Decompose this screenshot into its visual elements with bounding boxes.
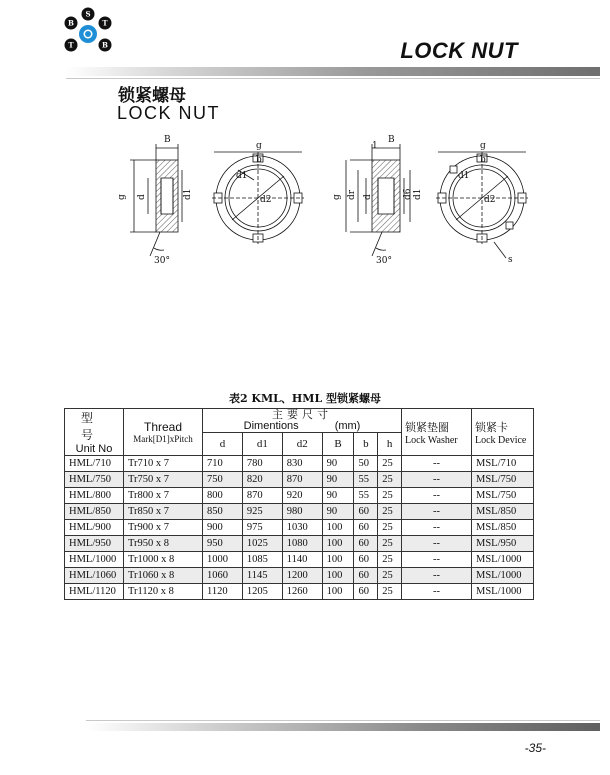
table-cell: 100 <box>322 552 354 568</box>
table-cell: 100 <box>322 536 354 552</box>
table-cell: 100 <box>322 520 354 536</box>
footer-divider <box>86 723 600 731</box>
table-cell: 925 <box>242 504 282 520</box>
table-cell: MSL/850 <box>472 520 534 536</box>
table-cell: MSL/1000 <box>472 568 534 584</box>
dim-label: g <box>480 141 486 151</box>
table-cell: Tr750 x 7 <box>124 472 203 488</box>
dim-label: b <box>480 155 486 165</box>
header-dimensions: 主要尺寸 Dimentions (mm) <box>203 409 402 433</box>
table-cell: 25 <box>378 520 402 536</box>
table-cell: 1025 <box>242 536 282 552</box>
col-B: B <box>322 433 354 456</box>
table-cell: MSL/750 <box>472 472 534 488</box>
table-cell: 1200 <box>282 568 322 584</box>
table-cell: 60 <box>354 584 378 600</box>
logo-letter: S <box>85 9 91 19</box>
table-cell: HML/1060 <box>65 568 124 584</box>
table-cell: 1145 <box>242 568 282 584</box>
dim-label: d2 <box>484 195 496 205</box>
dim-label: b <box>256 155 262 165</box>
table-cell: 25 <box>378 456 402 472</box>
table-cell: 870 <box>282 472 322 488</box>
table-cell: Tr710 x 7 <box>124 456 203 472</box>
table-cell: 55 <box>354 472 378 488</box>
dim-label: B <box>164 135 171 145</box>
table-row <box>65 584 534 600</box>
dim-label: 30° <box>154 256 170 266</box>
header-lock-device: 锁紧卡 Lock Device <box>472 409 534 456</box>
table-cell: MSL/950 <box>472 536 534 552</box>
table-cell: HML/1000 <box>65 552 124 568</box>
table-cell: 1205 <box>242 584 282 600</box>
table-cell: 1080 <box>282 536 322 552</box>
table-cell: 25 <box>378 584 402 600</box>
product-title-en: LOCK NUT <box>117 103 221 123</box>
page-number: -35- <box>524 741 546 755</box>
table-cell: MSL/850 <box>472 504 534 520</box>
table-cell: MSL/750 <box>472 488 534 504</box>
dim-label: g <box>117 194 127 200</box>
table-cell: 710 <box>203 456 243 472</box>
table-cell: 100 <box>322 584 354 600</box>
technical-drawing <box>110 130 530 270</box>
table-cell: 55 <box>354 488 378 504</box>
dim-label: g <box>256 141 262 151</box>
header-thread: Thread Mark[D1]xPitch <box>124 409 203 456</box>
table-cell: 60 <box>354 568 378 584</box>
logo-letter: T <box>68 40 74 50</box>
logo-bearing-icon <box>79 25 97 43</box>
table-row <box>65 520 534 536</box>
table-cell: -- <box>402 520 472 536</box>
dim-label: d1 <box>413 188 423 200</box>
header-lock-washer: 锁紧垫圈 Lock Washer <box>402 409 472 456</box>
table-cell: 1260 <box>282 584 322 600</box>
table-cell: 25 <box>378 488 402 504</box>
table-cell: 90 <box>322 472 354 488</box>
table-cell: 25 <box>378 504 402 520</box>
table-cell: Tr1000 x 8 <box>124 552 203 568</box>
table-cell: HML/850 <box>65 504 124 520</box>
table-cell: 100 <box>322 568 354 584</box>
table-cell: 1060 <box>203 568 243 584</box>
table-cell: HML/710 <box>65 456 124 472</box>
dim-label: d <box>137 194 147 200</box>
logo-letter: B <box>68 18 74 28</box>
table-cell: 1030 <box>282 520 322 536</box>
company-logo <box>58 6 118 62</box>
table-cell: 820 <box>242 472 282 488</box>
table-row <box>65 536 534 552</box>
table-cell: MSL/710 <box>472 456 534 472</box>
table-cell: 90 <box>322 456 354 472</box>
table-cell: HML/800 <box>65 488 124 504</box>
dim-label: g <box>332 194 342 200</box>
table-cell: -- <box>402 472 472 488</box>
table-cell: Tr850 x 7 <box>124 504 203 520</box>
table-row <box>65 456 534 472</box>
table-cell: 950 <box>203 536 243 552</box>
table-cell: -- <box>402 456 472 472</box>
dim-label: 1 <box>372 141 378 151</box>
table-cell: MSL/1000 <box>472 584 534 600</box>
table-cell: 830 <box>282 456 322 472</box>
header-divider <box>66 67 600 76</box>
col-d2: d2 <box>282 433 322 456</box>
table-caption: 表2 KML、HML 型锁紧螺母 <box>228 392 382 405</box>
table-cell: 60 <box>354 552 378 568</box>
table-row <box>65 472 534 488</box>
table-cell: Tr1060 x 8 <box>124 568 203 584</box>
table-cell: 25 <box>378 536 402 552</box>
table-cell: 60 <box>354 520 378 536</box>
col-h: h <box>378 433 402 456</box>
header-unit-no: 型 号 Unit No <box>65 409 124 456</box>
col-b: b <box>354 433 378 456</box>
table-cell: 90 <box>322 488 354 504</box>
table-cell: Tr1120 x 8 <box>124 584 203 600</box>
table-cell: 780 <box>242 456 282 472</box>
table-cell: 1120 <box>203 584 243 600</box>
table-cell: 800 <box>203 488 243 504</box>
table-cell: -- <box>402 584 472 600</box>
table-cell: Tr950 x 8 <box>124 536 203 552</box>
dim-label: s <box>508 255 513 265</box>
dim-label: d6 <box>403 188 413 200</box>
dim-label: d1 <box>236 171 248 181</box>
front-view-2 <box>436 152 528 258</box>
table-cell: 60 <box>354 504 378 520</box>
table-cell: HML/1120 <box>65 584 124 600</box>
dim-label: d1 <box>183 188 193 200</box>
table-cell: Tr900 x 7 <box>124 520 203 536</box>
table-cell: -- <box>402 536 472 552</box>
table-cell: HML/750 <box>65 472 124 488</box>
logo-letter: T <box>102 18 108 28</box>
dim-label: d <box>363 194 373 200</box>
table-cell: 870 <box>242 488 282 504</box>
table-cell: 750 <box>203 472 243 488</box>
table-cell: 25 <box>378 472 402 488</box>
table-row <box>65 504 534 520</box>
dim-label: 30° <box>376 256 392 266</box>
table-cell: 25 <box>378 552 402 568</box>
table-row <box>65 552 534 568</box>
table-cell: HML/900 <box>65 520 124 536</box>
dim-label: d1 <box>458 171 470 181</box>
table-cell: 980 <box>282 504 322 520</box>
table-cell: 900 <box>203 520 243 536</box>
table-cell: -- <box>402 504 472 520</box>
table-cell: 920 <box>282 488 322 504</box>
col-d1: d1 <box>242 433 282 456</box>
spec-table <box>64 408 534 600</box>
table-cell: Tr800 x 7 <box>124 488 203 504</box>
dim-label: B <box>388 135 395 145</box>
col-d: d <box>203 433 243 456</box>
table-cell: 850 <box>203 504 243 520</box>
table-cell: 1000 <box>203 552 243 568</box>
logo-letter: B <box>102 40 108 50</box>
table-cell: 25 <box>378 568 402 584</box>
brand-heading: LOCK NUT <box>400 38 518 63</box>
product-title-cn: 锁紧螺母 <box>118 86 186 106</box>
table-cell: 1085 <box>242 552 282 568</box>
table-row <box>65 568 534 584</box>
table-cell: HML/950 <box>65 536 124 552</box>
dim-label: d2 <box>260 195 272 205</box>
front-view-1 <box>212 152 304 244</box>
table-cell: 90 <box>322 504 354 520</box>
table-cell: 50 <box>354 456 378 472</box>
table-cell: 60 <box>354 536 378 552</box>
table-cell: 975 <box>242 520 282 536</box>
table-cell: MSL/1000 <box>472 552 534 568</box>
table-row <box>65 488 534 504</box>
table-cell: -- <box>402 552 472 568</box>
table-cell: 1140 <box>282 552 322 568</box>
table-cell: -- <box>402 488 472 504</box>
dim-label: dr <box>347 189 357 200</box>
table-cell: -- <box>402 568 472 584</box>
